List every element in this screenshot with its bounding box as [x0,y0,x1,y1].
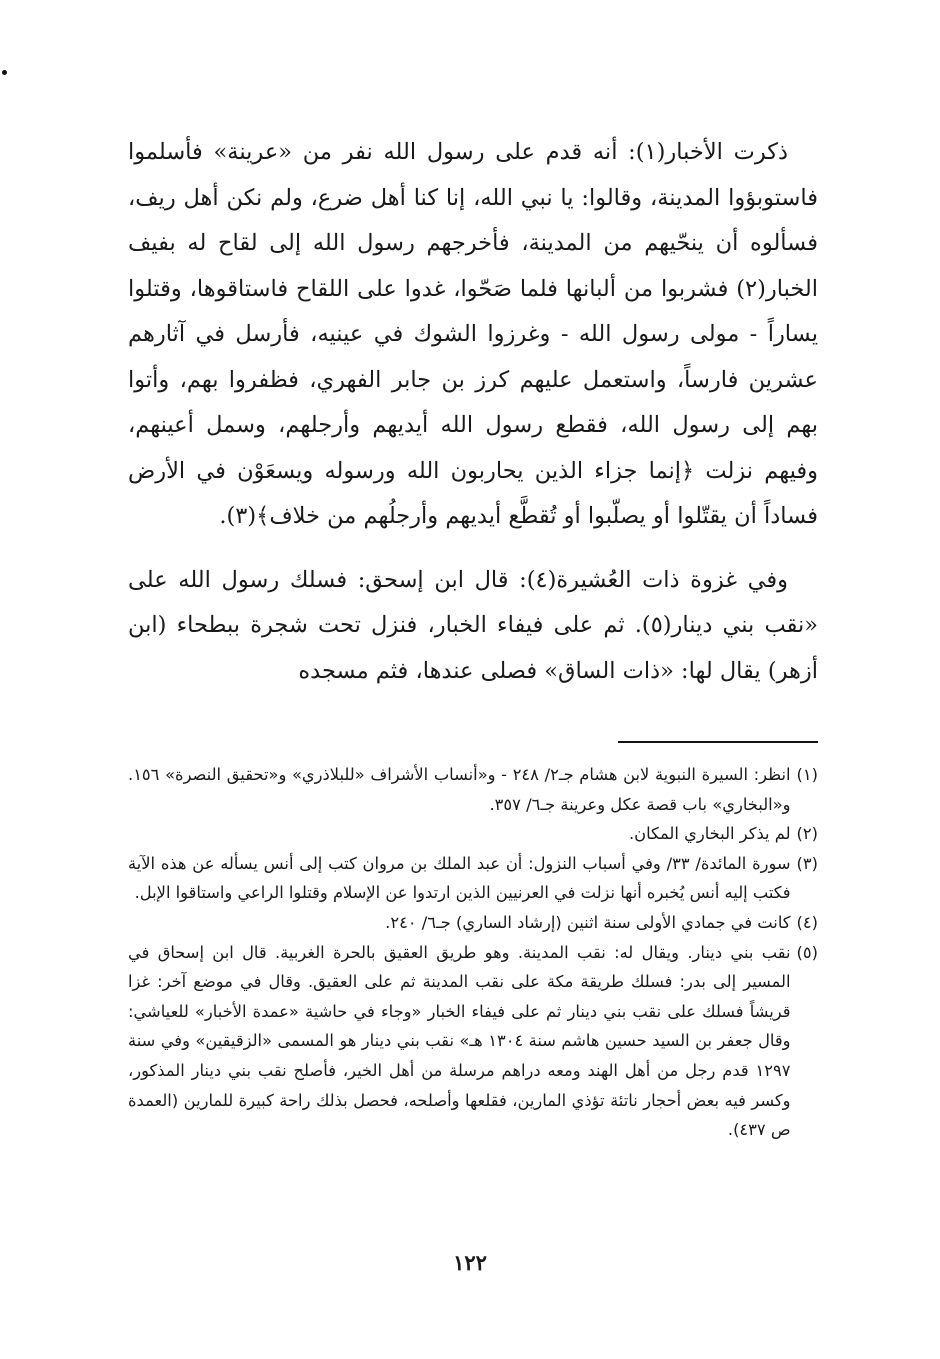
footnote-number: (٣) [796,853,818,873]
footnote-text: انظر: السيرة النبوية لابن هشام جـ٢/ ٢٤٨ - و«أنساب الأشراف «للبلاذري» و«تحقيق النصرة» ١٥٦. و«البخاري» باب قصة عكل وعرينة جـ٦/ ٣٥٧. [128,765,791,814]
footnote-number: (٤) [796,912,818,932]
footnote-text: كانت في جمادي الأولى سنة اثنين (إرشاد الساري) جـ٦/ ٢٤٠. [385,912,791,932]
footnotes [128,760,818,1145]
footnote-number: (٥) [796,942,818,962]
footnote-1 [128,760,818,819]
footnote-text: سورة المائدة/ ٣٣/ وفي أسباب النزول: أن عبد الملك بن مروان كتب إلى أنس يسأله عن هذه الآية فكتب إليه أنس يُخبره أنها نزلت في العرنيين الذين ارتدوا عن الإسلام وقتلوا الراعي واستاقوا الإبل. [128,853,791,903]
page-number: ١٢٢ [453,1250,487,1275]
main-text [128,130,818,694]
paragraph-1: ذكرت الأخبار(١): أنه قدم على رسول الله نفر من «عرينة» فأسلموا فاستوبؤوا المدينة، وقالوا: يا نبي الله، إنا كنا أهل ضرع، ولم نكن أهل ريف، فسألوه أن ينحّيهم من المدينة، فأخرجهم رسول الله إلى لقاح له بفيف الخبار(٢) فشربوا من ألبانها فلما صَحّوا، غدوا على اللقاح فاستاقوها، وقتلوا يساراً - مولى رسول الله - وغرزوا الشوك في عينيه، فأرسل في آثارهم عشرين فارساً، واستعمل عليهم كرز بن جابر الفهري، فظفروا بهم، وأتوا بهم إلى رسول الله، فقطع رسول الله أيديهم وأرجلهم، وسمل أعينهم، وفيهم نزلت ﴿إنما جزاء الذين يحاربون الله ورسوله ويسعَوْن في الأرض فساداً أن يقتّلوا أو يصلّبوا أو تُقطَّع أيديهم وأرجلُهم من خلاف﴾(٣). [128,139,818,529]
footnote-text: نقب بني دينار. ويقال له: نقب المدينة. وهو طريق العقيق بالحرة الغربية. قال ابن إسحاق في المسير إلى بدر: فسلك طريقة مكة على نقب المدينة ثم على العقيق. وقال في موضع آخر: غزا قريشاً فسلك على نقب بني دينار ثم على فيفاء الخبار «وجاء في حاشية «عمدة الأخبار» للعياشي: وقال جعفر بن السيد حسين هاشم سنة ١٣٠٤ هـ» نقب بني دينار هو المسمى «الزقيقين» وفي سنة ١٢٩٧ قدم رجل من أهل الهند ومعه دراهم مرسلة من أهل الخير، فأصلح نقب بني دينار المذكور، وكسر فيه بعض أحجار ناتئة تؤذي المارين، فقلعها وأصلحه، فحصل بذلك راحة كبيرة للمارين (العمدة ص ٤٣٧). [128,942,791,1140]
paragraph-2: وفي غزوة ذات العُشيرة(٤): قال ابن إسحق: فسلك رسول الله على «نقب بني دينار(٥). ثم على فيفاء الخبار، فنزل تحت شجرة ببطحاء (ابن أزهر) يقال لها: «ذات الساق» فصلى عندها، فثم مسجده [128,566,818,684]
footnote-number: (١) [796,765,818,784]
footnote-divider [618,741,818,743]
footnote-5 [128,938,818,1145]
footnote-3 [128,849,818,908]
footnote-2 [128,819,818,849]
footnote-text: لم يذكر البخاري المكان. [628,824,791,844]
margin-dot [2,70,7,75]
footnote-number: (٢) [796,824,818,844]
footnote-4 [128,908,818,938]
